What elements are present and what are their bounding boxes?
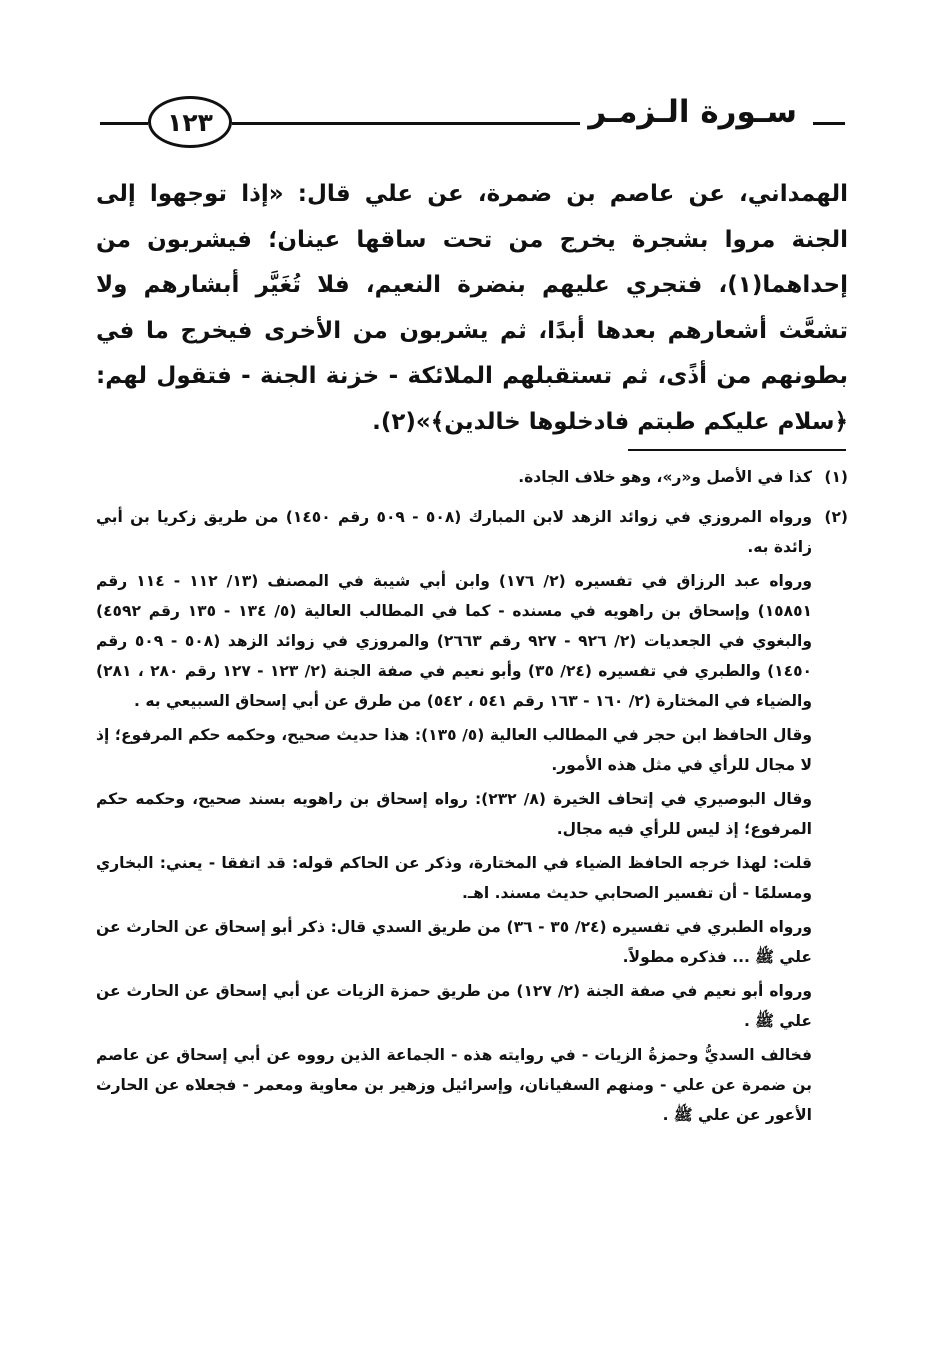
footnote-paragraph: كذا في الأصل و«ر»، وهو خلاف الجادة. [518, 468, 812, 486]
page-header [100, 86, 845, 156]
footnote-separator [628, 449, 846, 451]
footnote-paragraph: فخالف السديُّ وحمزةُ الزيات - في روايته هذه - الجماعة الذين رووه عن أبي إسحاق عن عاصم بن ضمرة عن علي - ومنهم السفيانان، وإسرائيل وزهير بن معاوية ومعمر - فجعلاه عن الحارث الأعور عن علي ﷺ . [96, 1046, 812, 1124]
footnote-1 [96, 462, 848, 496]
header-rule-left [100, 122, 148, 125]
footnote-paragraph: ورواه الطبري في تفسيره (٢٤/ ٣٥ - ٣٦) من طريق السدي قال: ذكر أبو إسحاق عن الحارث عن علي ﷺ ... فذكره مطولاً. [96, 918, 813, 966]
footnote-2 [96, 502, 848, 1134]
footnote-paragraph: ورواه عبد الرزاق في تفسيره (٢/ ١٧٦) وابن أبي شيبة في المصنف (١٣/ ١١٢ - ١١٤ رقم ١٥٨٥١) وإسحاق بن راهويه في مسنده - كما في المطالب العالية (٥/ ١٣٤ - ١٣٥ رقم ٤٥٩٢) والبغوي في الجعديات (٢/ ٩٢٦ - ٩٢٧ رقم ٢٦٦٣) والمروزي في زوائد الزهد (٥٠٨ - ٥٠٩ رقم ١٤٥٠) والطبري في تفسيره (٢٤/ ٣٥) وأبو نعيم في صفة الجنة (٢/ ١٢٣ - ١٢٧ رقم ٢٨٠ ، ٢٨١) والضياء في المختارة (٢/ ١٦٠ - ١٦٣ رقم ٥٤١ ، ٥٤٢) من طرق عن أبي إسحاق السبيعي به . [96, 572, 813, 710]
footnote-paragraph: ورواه أبو نعيم في صفة الجنة (٢/ ١٢٧) من طريق حمزة الزيات عن أبي إسحاق عن الحارث عن علي ﷺ . [96, 982, 813, 1030]
footnotes [96, 462, 848, 1140]
footnote-body [96, 462, 812, 496]
footnote-marker: (٢) [824, 508, 848, 526]
main-text: الهمداني، عن عاصم بن ضمرة، عن علي قال: «إذا توجهوا إلى الجنة مروا بشجرة يخرج من تحت ساقها عينان؛ فيشربون من إحداهما(١)، فتجري عليهم بنضرة النعيم، فلا تُغَيَّر أبشارهم ولا تشعَّث أشعارهم بعدها أبدًا، ثم يشربون من الأخرى فيخرج ما في بطونهم من أذًى، ثم تستقبلهم الملائكة - خزنة الجنة - فتقول لهم: ﴿سلام عليكم طبتم فادخلوها خالدين﴾»(٢). [96, 181, 848, 435]
footnote-paragraph: ورواه المروزي في زوائد الزهد لابن المبارك (٥٠٨ - ٥٠٩ رقم ١٤٥٠) من طريق زكريا بن أبي زائدة به. [96, 508, 812, 556]
footnote-marker: (١) [824, 468, 848, 486]
footnote-paragraph: وقال البوصيري في إتحاف الخيرة (٨/ ٢٣٢): رواه إسحاق بن راهويه بسند صحيح، وحكمه حكم المرفوع؛ إذ ليس للرأي فيه مجال. [96, 790, 812, 838]
footnote-body [96, 502, 812, 1134]
page-number: ١٢٣ [148, 96, 232, 148]
sura-title: سـورة الـزمـر [580, 86, 805, 138]
header-rule-right [813, 122, 845, 125]
footnote-paragraph: قلت: لهذا خرجه الحافظ الضياء في المختارة، وذكر عن الحاكم قوله: قد اتفقا - يعني: البخاري ومسلمًا - أن تفسير الصحابي حديث مسند. اهـ. [96, 854, 812, 902]
footnote-paragraph: وقال الحافظ ابن حجر في المطالب العالية (٥/ ١٣٥): هذا حديث صحيح، وحكمه حكم المرفوع؛ إذ لا مجال للرأي في مثل هذه الأمور. [96, 726, 813, 774]
